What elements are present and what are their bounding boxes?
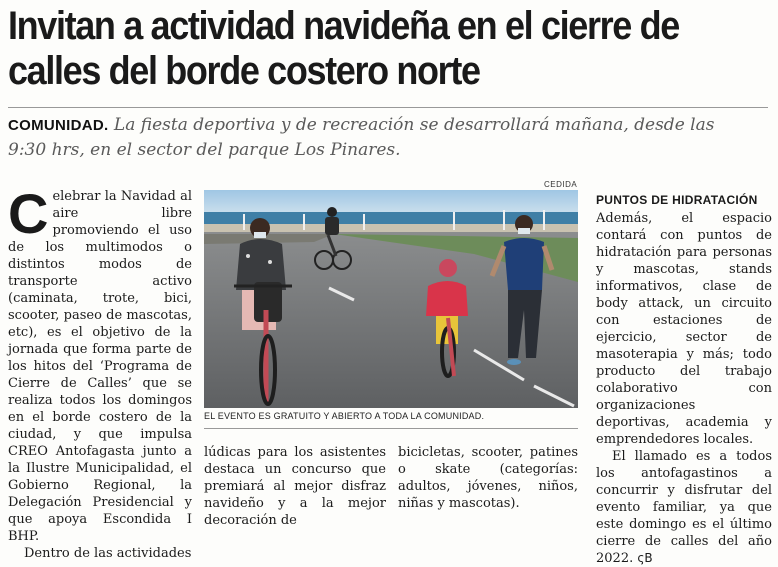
paragraph-2-end: bicicletas, scooter, patines o skate (categorías: adultos, jóvenes, niños, niñas y mascotas). bbox=[398, 445, 578, 511]
article-column-2 bbox=[204, 444, 386, 529]
paragraph-2-middle: lúdicas para los asistentes destaca un concurso que premiará al mejor disfraz navideño y a la mejor decoración de bbox=[204, 445, 386, 528]
photo-caption: EL EVENTO ES GRATUITO Y ABIERTO A TODA LA COMUNIDAD. bbox=[204, 411, 485, 421]
headline: Invitan a actividad navideña en el cierre de calles del borde costero norte bbox=[8, 4, 679, 93]
paragraph-2-start: Dentro de las actividades bbox=[24, 546, 192, 561]
paragraph-3: Además, el espacio contará con puntos de hidratación para personas y mascotas, stands informativos, clase de body attack, un circuito con estaciones de ejercicio, sector de masoterapia y más; todo producto del trabajo colaborativo con organizaciones deportivas, academia y emprendedores locales. bbox=[596, 211, 772, 447]
article-column-3 bbox=[398, 444, 578, 512]
subheading: PUNTOS DE HIDRATACIÓN bbox=[596, 193, 758, 207]
cyclists-on-coastal-road-illustration bbox=[204, 190, 578, 408]
caption-divider bbox=[204, 428, 578, 429]
deck-divider bbox=[8, 107, 768, 108]
article-column-4 bbox=[596, 192, 772, 567]
drop-cap: C bbox=[8, 182, 49, 245]
paragraph-4-text: El llamado es a todos los antofagastinos a concurrir y disfrutar del evento familiar, ya que este domingo es el último cierre de calles del año 2022. bbox=[596, 449, 772, 566]
event-photo bbox=[204, 190, 578, 408]
end-mark-icon: ςΒ bbox=[637, 551, 653, 565]
paragraph-4 bbox=[596, 448, 772, 567]
photo-credit: CEDIDA bbox=[544, 180, 578, 189]
section-label: COMUNIDAD. bbox=[8, 117, 109, 134]
article-column-1 bbox=[8, 182, 192, 562]
paragraph-1: elebrar la Navidad al aire libre promoviendo el uso de los multimodos o distintos modos de transporte activo (caminata, trote, bici, scooter, paseo de mascotas, etc), es el objetivo de la jornada que forma parte de los hitos del ‘Programa de Cierre de Calles’ que se realiza todos los domingos en el borde costero de la ciudad, y que impulsa CREO Antofagasta junto a la Ilustre Municipalidad, el Gobierno Regional, la Delegación Presidencial y que apoya Escondida I BHP. bbox=[8, 189, 192, 544]
deck-text: La fiesta deportiva y de recreación se desarrollará mañana, desde las 9:30 hrs, en el sector del parque Los Pinares. bbox=[8, 115, 715, 160]
deck bbox=[8, 113, 748, 163]
